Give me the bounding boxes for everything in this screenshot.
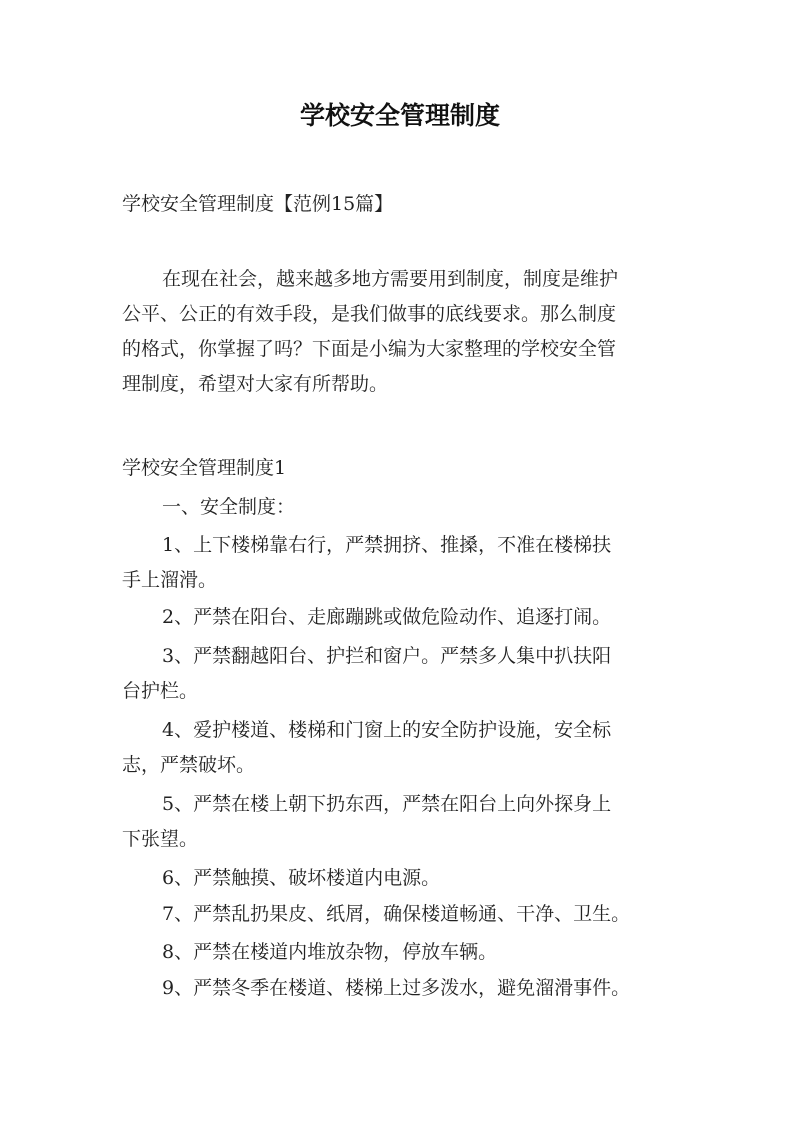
rule-item-4-line-2: 志，严禁破坏。 <box>122 754 256 776</box>
rule-item-7: 7、严禁乱扔果皮、纸屑，确保楼道畅通、干净、卫生。 <box>162 903 631 925</box>
intro-line-4: 理制度，希望对大家有所帮助。 <box>122 373 389 395</box>
rule-item-3-line-2: 台护栏。 <box>122 680 199 702</box>
rule-item-6: 6、严禁触摸、破坏楼道内电源。 <box>162 867 441 889</box>
intro-line-2: 公平、公正的有效手段，是我们做事的底线要求。那么制度 <box>122 303 617 325</box>
document-title: 学校安全管理制度 <box>299 101 500 130</box>
section-heading: 学校安全管理制度1 <box>122 457 287 479</box>
rule-item-2: 2、严禁在阳台、走廊蹦跳或做危险动作、追逐打闹。 <box>162 606 612 628</box>
document-subtitle: 学校安全管理制度【范例15篇】 <box>122 193 394 215</box>
rule-item-4-line-1: 4、爱护楼道、楼梯和门窗上的安全防护设施，安全标 <box>162 719 612 741</box>
intro-line-1: 在现在社会，越来越多地方需要用到制度，制度是维护 <box>162 268 619 290</box>
rule-item-3-line-1: 3、严禁翻越阳台、护拦和窗户。严禁多人集中扒扶阳 <box>162 645 612 667</box>
section-subheading: 一、安全制度： <box>162 496 296 518</box>
rule-item-1-line-1: 1、上下楼梯靠右行，严禁拥挤、推搡，不准在楼梯扶 <box>162 534 612 556</box>
rule-item-5-line-1: 5、严禁在楼上朝下扔东西，严禁在阳台上向外探身上 <box>162 793 612 815</box>
intro-line-3: 的格式，你掌握了吗？下面是小编为大家整理的学校安全管 <box>122 338 617 360</box>
rule-item-5-line-2: 下张望。 <box>122 828 199 850</box>
rule-item-9: 9、严禁冬季在楼道、楼梯上过多泼水，避免溜滑事件。 <box>162 977 631 999</box>
rule-item-8: 8、严禁在楼道内堆放杂物，停放车辆。 <box>162 941 498 963</box>
rule-item-1-line-2: 手上溜滑。 <box>122 569 218 591</box>
